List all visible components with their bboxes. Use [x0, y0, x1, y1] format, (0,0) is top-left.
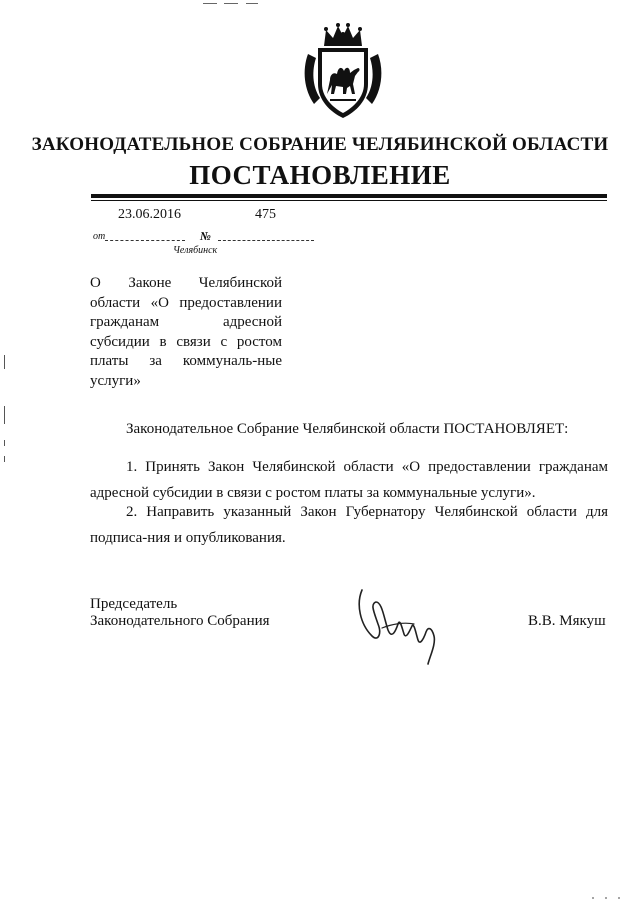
city-label: Челябинск: [173, 245, 218, 256]
header-rule-thin: [91, 200, 607, 201]
signer-title-line-2: Законодательного Собрания: [90, 613, 270, 629]
resolution-item-1: 1. Принять Закон Челябинской области «О предоставлении гражданам адресной субсидии в связи с ростом платы за коммунальные услуги».: [90, 459, 608, 501]
scan-artifact: [224, 3, 238, 4]
document-subject: О Законе Челябинской области «О предоставлении гражданам адресной субсидии в связи с ростом платы за коммуналь-ные услуги»: [90, 275, 282, 389]
coat-of-arms-icon: [300, 18, 386, 122]
header-rule-thick: [91, 194, 607, 198]
scan-artifact: [605, 897, 607, 899]
date-prefix-label: от: [93, 231, 106, 242]
scan-artifact: [592, 897, 594, 899]
scan-artifact: [4, 456, 5, 462]
scan-artifact: [4, 440, 5, 446]
scan-artifact: [618, 897, 620, 899]
signer-title-line-1: Председатель: [90, 596, 178, 612]
scan-artifact: [246, 3, 258, 4]
scan-artifact: [4, 355, 5, 369]
document-type-title: ПОСТАНОВЛЕНИЕ: [189, 160, 451, 190]
date-underline: [105, 240, 185, 241]
signer-name: В.В. Мякуш: [528, 613, 606, 629]
registration-date: 23.06.2016: [118, 207, 181, 222]
assembly-title: ЗАКОНОДАТЕЛЬНОЕ СОБРАНИЕ ЧЕЛЯБИНСКОЙ ОБЛАСТИ: [31, 134, 609, 155]
resolution-item-2: 2. Направить указанный Закон Губернатору Челябинской области для подписа-ния и опубликования.: [90, 504, 608, 546]
handwritten-signature: [352, 584, 444, 666]
number-underline: [218, 240, 314, 241]
scan-artifact: [203, 3, 217, 4]
registration-number: 475: [255, 207, 276, 222]
scan-artifact: [4, 406, 5, 424]
number-sign-label: №: [200, 229, 211, 243]
resolves-statement: Законодательное Собрание Челябинской области ПОСТАНОВЛЯЕТ:: [126, 421, 569, 437]
